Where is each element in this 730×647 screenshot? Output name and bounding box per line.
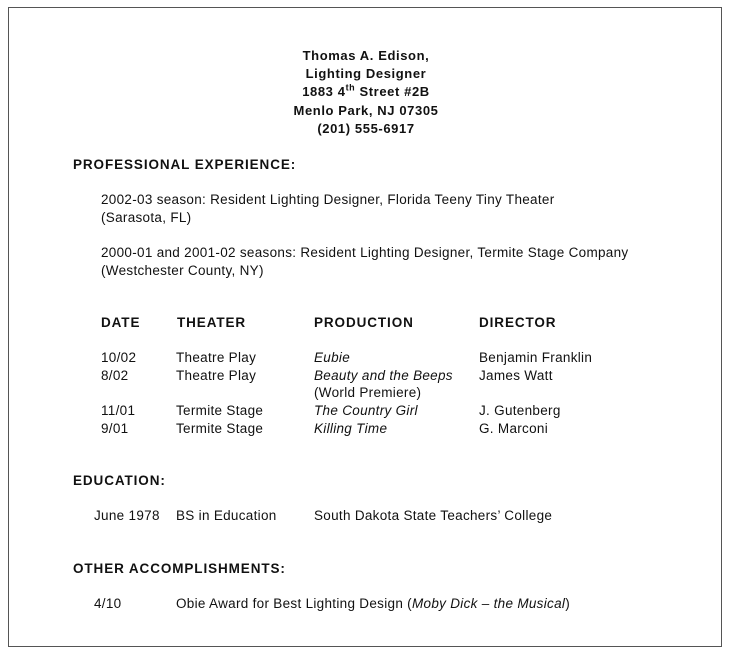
row-theater: Termite Stage <box>176 421 264 436</box>
row-date: 9/01 <box>101 421 129 436</box>
row-director: Benjamin Franklin <box>479 350 593 365</box>
address-number: 1883 4 <box>302 84 346 99</box>
resume-address <box>9 84 723 99</box>
row-director: J. Gutenberg <box>479 403 561 418</box>
row-date: 11/01 <box>101 403 136 418</box>
accomplishment-text-post: ) <box>565 596 570 611</box>
education-date: June 1978 <box>94 508 160 523</box>
accomplishments-heading: OTHER ACCOMPLISHMENTS: <box>73 561 286 576</box>
accomplishment-text-pre: Obie Award for Best Lighting Design ( <box>176 596 412 611</box>
resume-document <box>8 7 722 647</box>
row-theater: Theatre Play <box>176 368 257 383</box>
experience-entry-location: (Westchester County, NY) <box>101 263 264 278</box>
experience-entry-line: 2000-01 and 2001-02 seasons: Resident Lighting Designer, Termite Stage Company <box>101 245 629 260</box>
row-production: Eubie <box>314 350 351 365</box>
row-date: 8/02 <box>101 368 129 383</box>
row-director: James Watt <box>479 368 553 383</box>
experience-entry-location: (Sarasota, FL) <box>101 210 192 225</box>
address-street: Street #2B <box>355 84 430 99</box>
accomplishment-date: 4/10 <box>94 596 122 611</box>
accomplishment-work-title: Moby Dick – the Musical <box>411 596 566 611</box>
resume-job-title: Lighting Designer <box>305 66 427 81</box>
education-heading: EDUCATION: <box>73 473 166 488</box>
row-theater: Theatre Play <box>176 350 257 365</box>
table-header-director: DIRECTOR <box>479 315 557 330</box>
row-production-note: (World Premiere) <box>314 385 422 400</box>
table-header-theater: THEATER <box>177 315 247 330</box>
row-production: The Country Girl <box>314 403 418 418</box>
table-header-production: PRODUCTION <box>314 315 414 330</box>
experience-entry-line: 2002-03 season: Resident Lighting Designer, Florida Teeny Tiny Theater <box>101 192 555 207</box>
education-degree: BS in Education <box>176 508 277 523</box>
row-production: Beauty and the Beeps <box>314 368 453 383</box>
row-production: Killing Time <box>314 421 388 436</box>
education-school: South Dakota State Teachers’ College <box>314 508 553 523</box>
resume-phone: (201) 555-6917 <box>317 121 415 136</box>
row-date: 10/02 <box>101 350 137 365</box>
row-theater: Termite Stage <box>176 403 264 418</box>
resume-name: Thomas A. Edison, <box>302 48 430 63</box>
row-director: G. Marconi <box>479 421 549 436</box>
resume-city: Menlo Park, NJ 07305 <box>293 103 439 118</box>
accomplishment-text <box>176 596 570 611</box>
experience-heading: PROFESSIONAL EXPERIENCE: <box>73 157 297 172</box>
table-header-date: DATE <box>101 315 141 330</box>
address-ordinal: th <box>345 82 356 93</box>
